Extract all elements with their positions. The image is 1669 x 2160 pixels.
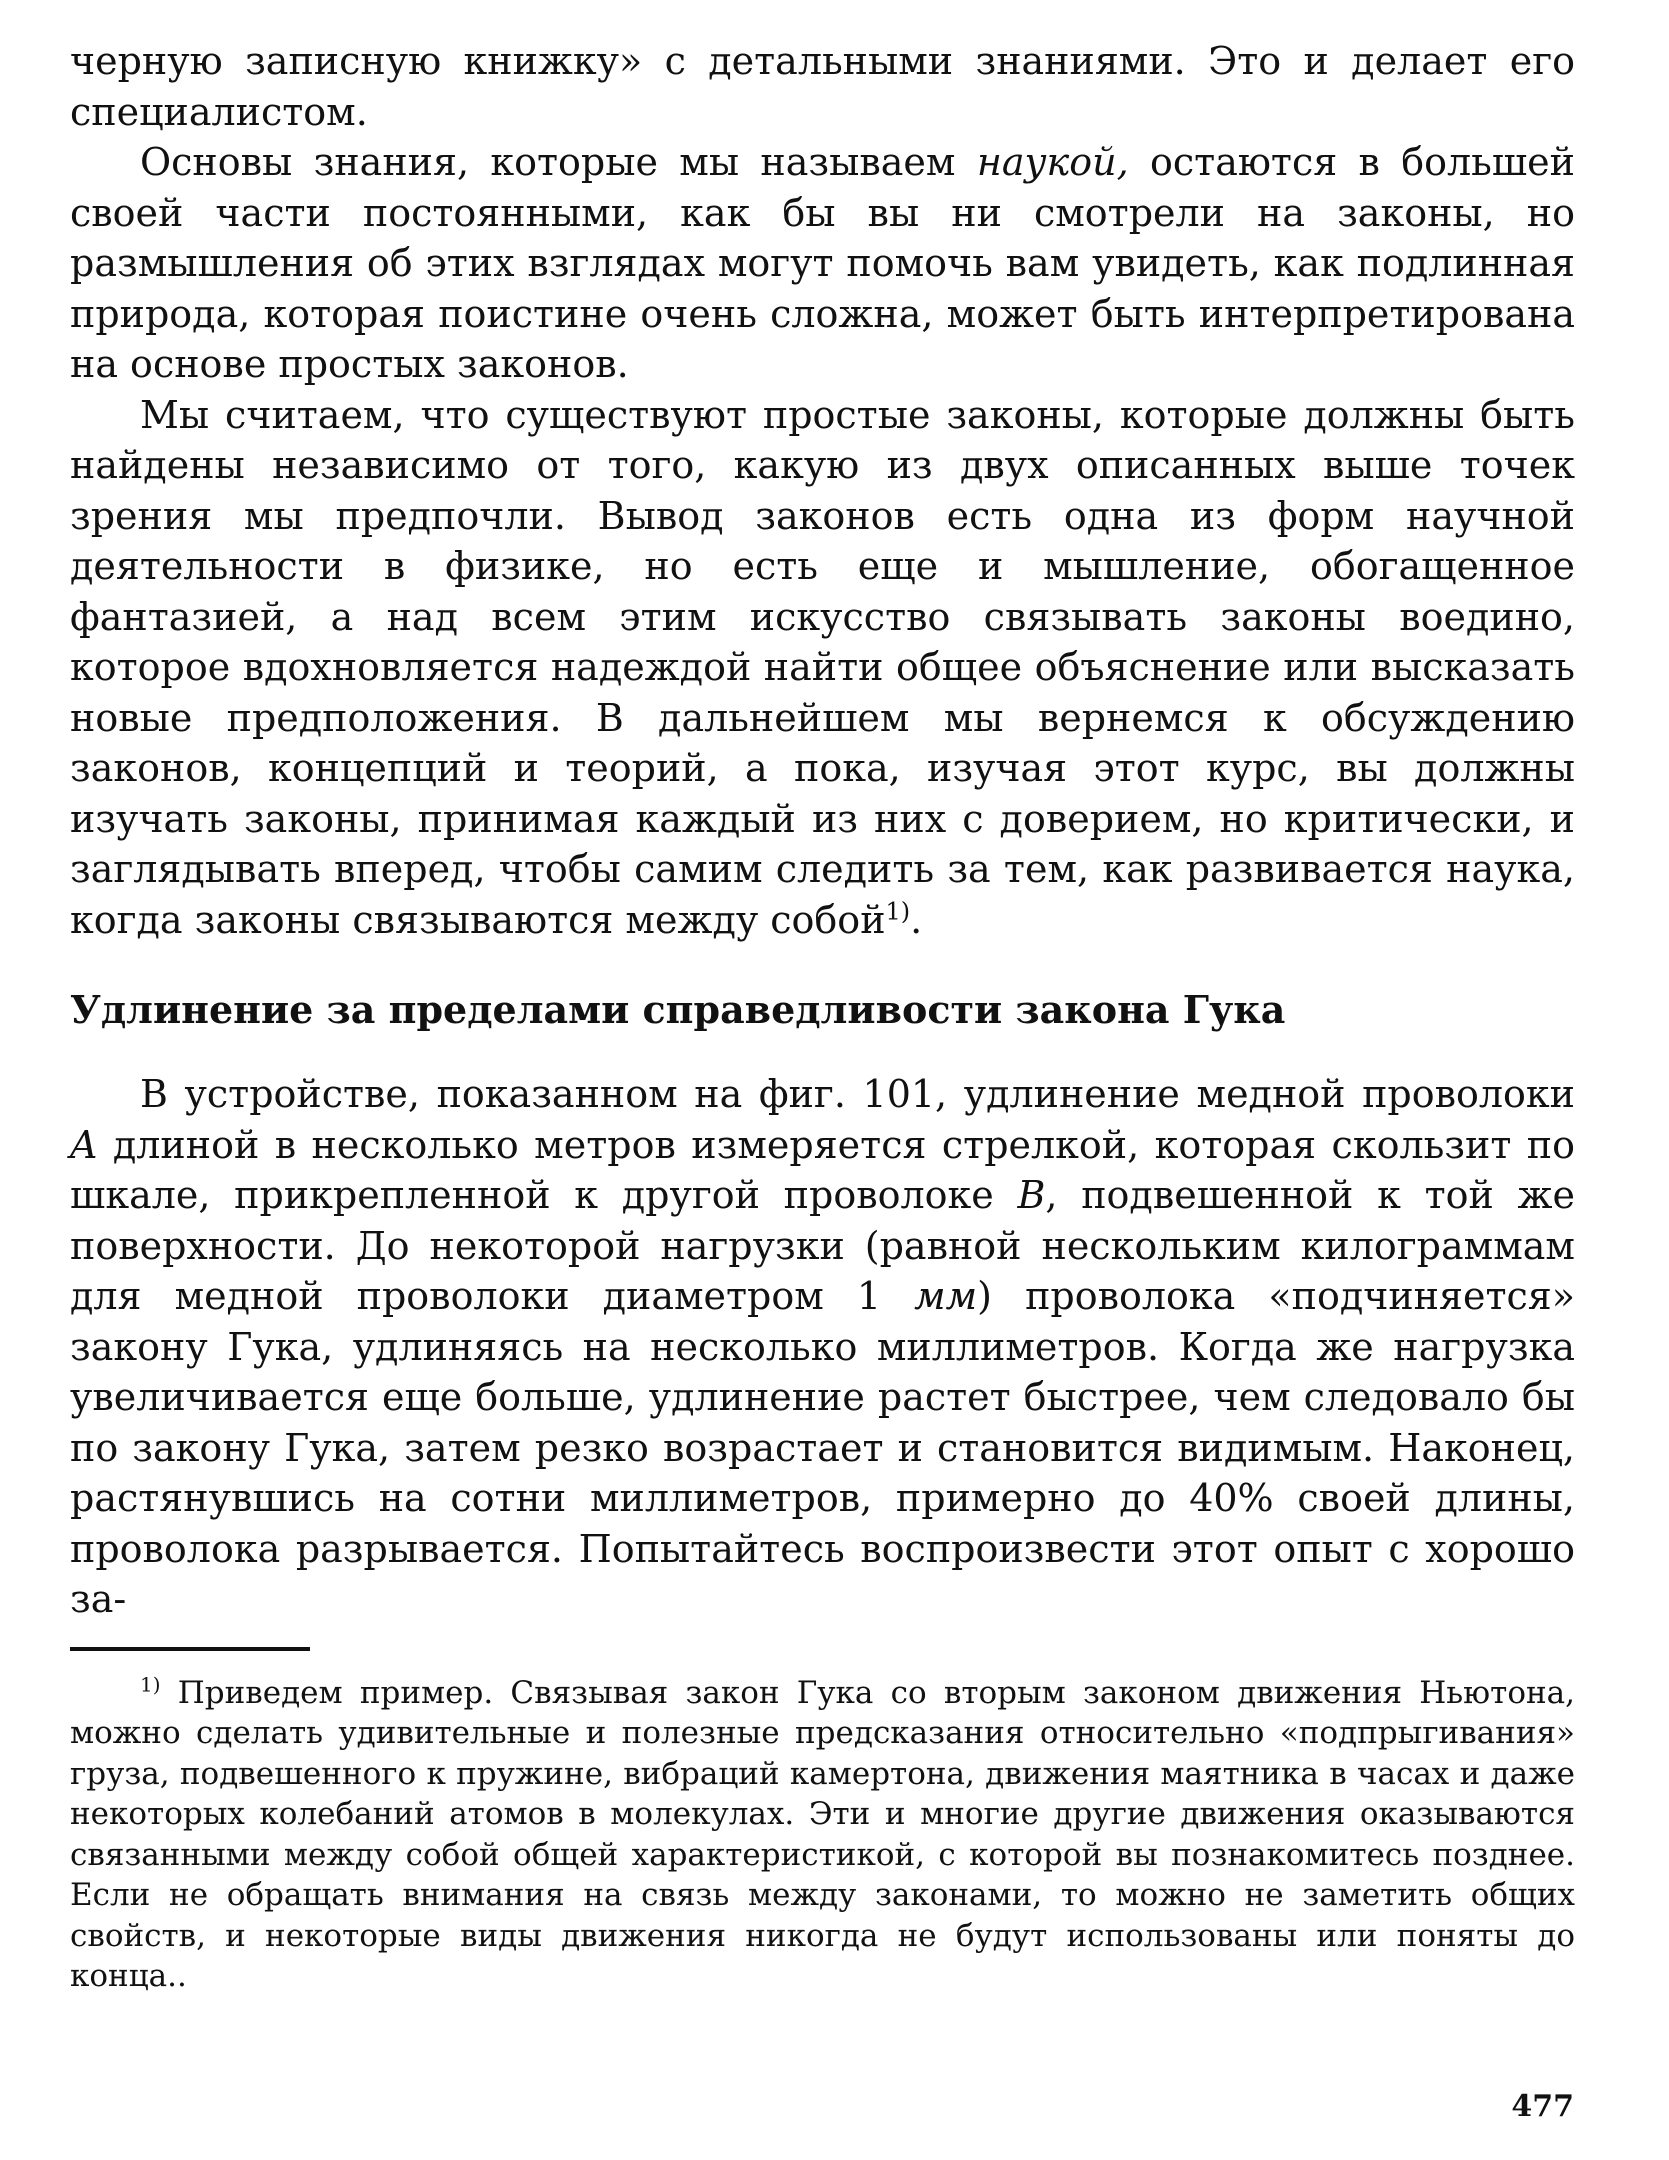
footnote-divider	[70, 1647, 310, 1651]
paragraph-simple-laws	[70, 390, 1575, 946]
section-heading: Удлинение за пределами справедливости закона Гука	[70, 987, 1286, 1032]
footnote	[70, 1673, 1575, 1997]
paragraph-copper-wire	[70, 1069, 1575, 1625]
wire-a-label: A	[70, 1122, 98, 1167]
paragraph-3-text: Мы считаем, что существуют простые законы, которые должны быть найдены независимо от того, какую из двух описанных выше точек зрения мы предпочли. Вывод законов есть одна из форм научной деятельности в физике, но есть еще и мышление, обогащенное фантазией, а над всем этим искусство связывать законы воедино, которое вдохновляется надеждой найти общее объяснение или высказать новые предположения. В дальнейшем мы вернемся к обсуждению законов, концепций и теорий, а пока, изучая этот курс, вы должны изучать законы, принимая каждый из них с доверием, но критически, и заглядывать вперед, чтобы самим следить за тем, как развивается наука, когда законы связываются между собой	[70, 392, 1575, 942]
paragraph-continued	[70, 36, 1575, 137]
paragraph-science	[70, 137, 1575, 390]
section-text-4: ) проволока «подчиняется» закону Гука, удлиняясь на несколько миллиметров. Когда же нагрузка увеличивается еще больше, удлинение растет быстрее, чем следовало бы по закону Гука, затем резко возрастает и становится видимым. Наконец, растянувшись на сотни миллиметров, примерно до 40% своей длины, проволока разрывается. Попытайтесь воспроизвести этот опыт с хорошо за-	[70, 1274, 1575, 1621]
page-body	[70, 36, 1575, 1997]
paragraph-2-text-end: остаются в большей своей части постоянными, как бы вы ни смотрели на законы, но размышления об этих взглядах могут помочь вам увидеть, как подлинная природа, которая поистине очень сложна, может быть интерпретирована на основе простых законов.	[70, 140, 1575, 386]
footnote-reference-mark: 1)	[885, 896, 911, 925]
section-text-1: В устройстве, показанном на фиг. 101, удлинение медной проволоки	[140, 1072, 1575, 1116]
paragraph-2-text-start: Основы знания, которые мы называем	[140, 140, 977, 184]
wire-b-label: B	[1017, 1173, 1046, 1217]
paragraph-2-emphasis: наукой,	[976, 140, 1129, 184]
section-text-3: , подвешенной к той же поверхности. До некоторой нагрузки (равной нескольким килограммам для медной проволоки диаметром 1	[70, 1173, 1575, 1318]
paragraph-1-text: черную записную книжку» с детальными знаниями. Это и делает его специалистом.	[70, 39, 1575, 134]
footnote-text: Приведем пример. Связывая закон Гука со вторым законом движения Ньютона, можно сделать удивительные и полезные предсказания относительно «подпрыгивания» груза, подвешенного к пружине, вибраций камертона, движения маятника в часах и даже некоторых колебаний атомов в молекулах. Эти и многие другие движения оказываются связанными между собой общей характеристикой, с которой вы познакомитесь позднее. Если не обращать внимания на связь между законами, то можно не заметить общих свойств, и некоторые виды движения никогда не будут использованы или поняты до конца..	[70, 1674, 1575, 1994]
page-number: 477	[1511, 2089, 1574, 2124]
section-text-2: длиной в несколько метров измеряется стрелкой, которая скользит по шкале, прикрепленной к другой проволоке	[70, 1122, 1575, 1217]
footnote-mark: 1)	[140, 1672, 161, 1697]
unit-mm-label: мм	[914, 1274, 978, 1318]
paragraph-3-period: .	[910, 897, 923, 942]
